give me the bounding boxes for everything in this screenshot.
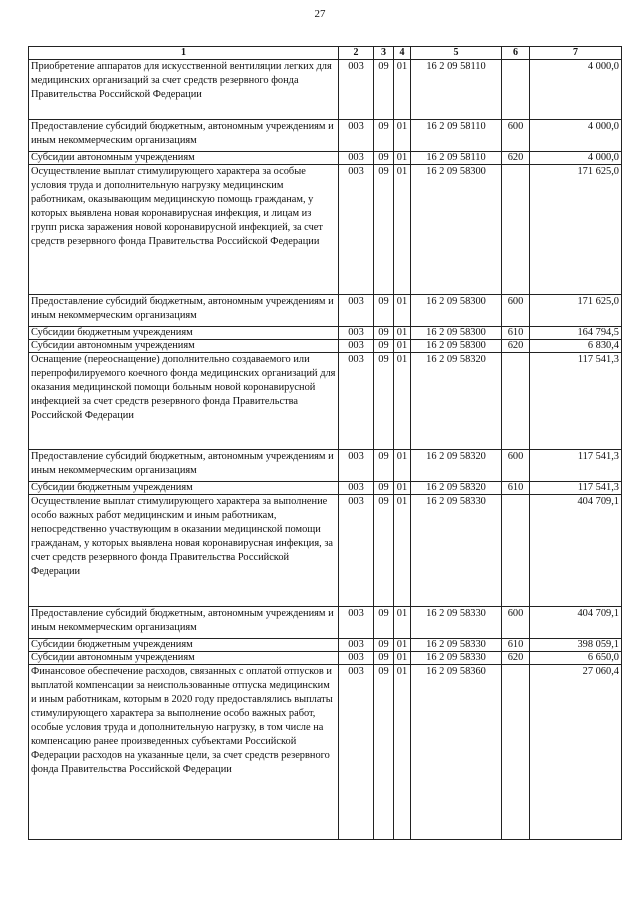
target-article-code: 16 2 09 58320 — [411, 482, 502, 495]
budget-table — [28, 46, 622, 840]
amount: 27 060,4 — [530, 665, 622, 840]
table-row — [29, 295, 622, 327]
expense-type-code: 610 — [502, 482, 530, 495]
ministry-code: 003 — [339, 60, 374, 120]
target-article-code: 16 2 09 58110 — [411, 120, 502, 152]
section-code: 09 — [374, 353, 394, 450]
subsection-code: 01 — [394, 165, 411, 295]
subsection-code: 01 — [394, 152, 411, 165]
subsection-code: 01 — [394, 665, 411, 840]
expense-type-code: 620 — [502, 340, 530, 353]
table-row — [29, 639, 622, 652]
target-article-code: 16 2 09 58330 — [411, 652, 502, 665]
expense-type-code: 620 — [502, 652, 530, 665]
target-article-code: 16 2 09 58110 — [411, 152, 502, 165]
target-article-code: 16 2 09 58330 — [411, 495, 502, 607]
amount: 6 650,0 — [530, 652, 622, 665]
amount: 117 541,3 — [530, 450, 622, 482]
subsection-code: 01 — [394, 327, 411, 340]
expense-name: Субсидии автономным учреждениям — [29, 340, 339, 353]
ministry-code: 003 — [339, 327, 374, 340]
col-header-4: 4 — [394, 47, 411, 60]
subsection-code: 01 — [394, 482, 411, 495]
target-article-code: 16 2 09 58300 — [411, 295, 502, 327]
table-row — [29, 450, 622, 482]
ministry-code: 003 — [339, 340, 374, 353]
expense-name: Оснащение (переоснащение) дополнительно создаваемого или перепрофилируемого коечного фонда медицинских организаций для оказания медицинской помощи больным новой коронавирусной инфекцией за счет средств резервного фонда Правительства Российской Федерации — [29, 353, 339, 450]
expense-name: Субсидии автономным учреждениям — [29, 652, 339, 665]
section-code: 09 — [374, 665, 394, 840]
subsection-code: 01 — [394, 639, 411, 652]
subsection-code: 01 — [394, 60, 411, 120]
expense-name: Осуществление выплат стимулирующего характера за особые условия труда и дополнительную нагрузку медицинским работникам, оказывающим медицинскую помощь гражданам, у которых выявлена новая коронавирусная инфекция, и лицам из групп риска заражения новой коронавирусной инфекцией, за счет средств резервного фонда Правительства Российской Федерации — [29, 165, 339, 295]
section-code: 09 — [374, 340, 394, 353]
expense-name: Предоставление субсидий бюджетным, автономным учреждениям и иным некоммерческим организациям — [29, 295, 339, 327]
section-code: 09 — [374, 482, 394, 495]
expense-name: Осуществление выплат стимулирующего характера за выполнение особо важных работ медицинским и иным работникам, непосредственно участвующим в оказании медицинской помощи гражданам, у которых выявлена новая коронавирусная инфекция, за счет средств резервного фонда Правительства Российской Федерации — [29, 495, 339, 607]
section-code: 09 — [374, 327, 394, 340]
amount: 164 794,5 — [530, 327, 622, 340]
target-article-code: 16 2 09 58320 — [411, 353, 502, 450]
target-article-code: 16 2 09 58320 — [411, 450, 502, 482]
ministry-code: 003 — [339, 495, 374, 607]
section-code: 09 — [374, 639, 394, 652]
expense-type-code: 600 — [502, 607, 530, 639]
section-code: 09 — [374, 450, 394, 482]
amount: 117 541,3 — [530, 482, 622, 495]
expense-type-code — [502, 60, 530, 120]
expense-name: Предоставление субсидий бюджетным, автономным учреждениям и иным некоммерческим организациям — [29, 450, 339, 482]
table-row — [29, 60, 622, 120]
page-number: 27 — [314, 8, 326, 20]
table-row — [29, 327, 622, 340]
section-code: 09 — [374, 295, 394, 327]
expense-name: Финансовое обеспечение расходов, связанных с оплатой отпусков и выплатой компенсации за неиспользованные отпуска медицинским и иным работникам, которым в 2020 году предоставлялись выплаты стимулирующего характера за выполнение особо важных работ, особые условия труда и дополнительную нагрузку, в том числе на компенсацию ранее произведенных субъектами Российской Федерации расходов на указанные цели, за счет средств резервного фонда Правительства Российской Федерации — [29, 665, 339, 840]
table-row — [29, 495, 622, 607]
col-header-1: 1 — [29, 47, 339, 60]
expense-name: Предоставление субсидий бюджетным, автономным учреждениям и иным некоммерческим организациям — [29, 607, 339, 639]
expense-name: Приобретение аппаратов для искусственной вентиляции легких для медицинских организаций за счет средств резервного фонда Правительства Российской Федерации — [29, 60, 339, 120]
section-code: 09 — [374, 495, 394, 607]
section-code: 09 — [374, 607, 394, 639]
section-code: 09 — [374, 60, 394, 120]
subsection-code: 01 — [394, 120, 411, 152]
amount: 117 541,3 — [530, 353, 622, 450]
ministry-code: 003 — [339, 165, 374, 295]
expense-type-code: 610 — [502, 327, 530, 340]
expense-name: Субсидии автономным учреждениям — [29, 152, 339, 165]
ministry-code: 003 — [339, 652, 374, 665]
amount: 6 830,4 — [530, 340, 622, 353]
amount: 4 000,0 — [530, 120, 622, 152]
table-row — [29, 353, 622, 450]
subsection-code: 01 — [394, 353, 411, 450]
table-row — [29, 652, 622, 665]
table-row — [29, 482, 622, 495]
target-article-code: 16 2 09 58300 — [411, 165, 502, 295]
ministry-code: 003 — [339, 607, 374, 639]
target-article-code: 16 2 09 58110 — [411, 60, 502, 120]
expense-type-code — [502, 165, 530, 295]
expense-type-code: 600 — [502, 450, 530, 482]
ministry-code: 003 — [339, 450, 374, 482]
table-row — [29, 152, 622, 165]
ministry-code: 003 — [339, 120, 374, 152]
table-row — [29, 340, 622, 353]
col-header-2: 2 — [339, 47, 374, 60]
expense-name: Субсидии бюджетным учреждениям — [29, 639, 339, 652]
ministry-code: 003 — [339, 353, 374, 450]
col-header-6: 6 — [502, 47, 530, 60]
section-code: 09 — [374, 165, 394, 295]
table-row — [29, 165, 622, 295]
target-article-code: 16 2 09 58360 — [411, 665, 502, 840]
amount: 404 709,1 — [530, 607, 622, 639]
subsection-code: 01 — [394, 495, 411, 607]
col-header-3: 3 — [374, 47, 394, 60]
expense-type-code: 600 — [502, 120, 530, 152]
subsection-code: 01 — [394, 450, 411, 482]
section-code: 09 — [374, 152, 394, 165]
target-article-code: 16 2 09 58300 — [411, 340, 502, 353]
table-row — [29, 665, 622, 840]
ministry-code: 003 — [339, 639, 374, 652]
expense-type-code: 600 — [502, 295, 530, 327]
expense-type-code: 610 — [502, 639, 530, 652]
target-article-code: 16 2 09 58300 — [411, 327, 502, 340]
expense-name: Субсидии бюджетным учреждениям — [29, 327, 339, 340]
expense-type-code: 620 — [502, 152, 530, 165]
amount: 4 000,0 — [530, 152, 622, 165]
target-article-code: 16 2 09 58330 — [411, 607, 502, 639]
amount: 4 000,0 — [530, 60, 622, 120]
amount: 171 625,0 — [530, 295, 622, 327]
ministry-code: 003 — [339, 152, 374, 165]
subsection-code: 01 — [394, 340, 411, 353]
col-header-7: 7 — [530, 47, 622, 60]
section-code: 09 — [374, 652, 394, 665]
amount: 171 625,0 — [530, 165, 622, 295]
expense-name: Субсидии бюджетным учреждениям — [29, 482, 339, 495]
subsection-code: 01 — [394, 607, 411, 639]
ministry-code: 003 — [339, 482, 374, 495]
expense-type-code — [502, 665, 530, 840]
expense-name: Предоставление субсидий бюджетным, автономным учреждениям и иным некоммерческим организациям — [29, 120, 339, 152]
amount: 398 059,1 — [530, 639, 622, 652]
table-row — [29, 120, 622, 152]
amount: 404 709,1 — [530, 495, 622, 607]
table-row — [29, 607, 622, 639]
col-header-5: 5 — [411, 47, 502, 60]
subsection-code: 01 — [394, 295, 411, 327]
section-code: 09 — [374, 120, 394, 152]
expense-type-code — [502, 495, 530, 607]
expense-type-code — [502, 353, 530, 450]
header-row — [29, 47, 622, 60]
subsection-code: 01 — [394, 652, 411, 665]
ministry-code: 003 — [339, 295, 374, 327]
ministry-code: 003 — [339, 665, 374, 840]
target-article-code: 16 2 09 58330 — [411, 639, 502, 652]
